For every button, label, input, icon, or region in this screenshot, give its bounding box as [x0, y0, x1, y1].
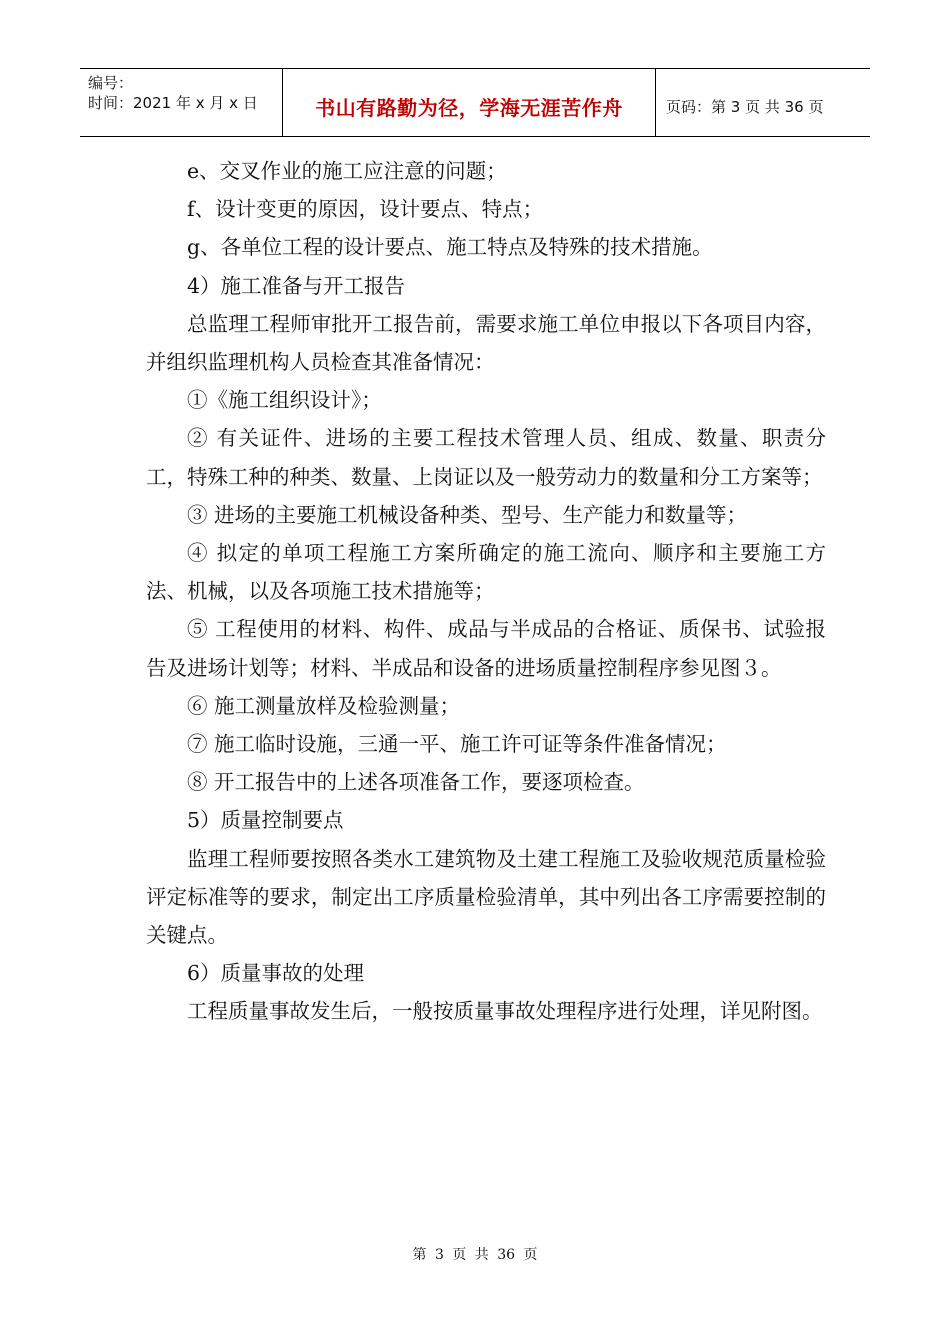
document-body	[146, 152, 826, 1031]
paragraph: f、设计变更的原因，设计要点、特点；	[187, 197, 544, 222]
paragraph: 监理工程师要按照各类水工建筑物及土建工程施工及验收规范质量检验评定标准等的要求，制定出工序质量检验清单，其中列出各工序需要控制的关键点。	[146, 846, 826, 948]
page-footer: 第 3 页 共 36 页	[412, 1247, 538, 1263]
list-item: ⑦ 施工临时设施，三通一平、施工许可证等条件准备情况；	[187, 732, 727, 757]
header-number-label: 编号：	[88, 74, 134, 92]
section-heading: 4）施工准备与开工报告	[187, 273, 406, 298]
list-item: ② 有关证件、进场的主要工程技术管理人员、组成、数量、职责分工，特殊工种的种类、数量、上岗证以及一般劳动力的数量和分工方案等；	[146, 426, 826, 489]
section-heading: 6）质量事故的处理	[187, 961, 365, 986]
list-item: ⑤ 工程使用的材料、构件、成品与半成品的合格证、质保书、试验报告及进场计划等；材料、半成品和设备的进场质量控制程序参见图３。	[146, 617, 826, 680]
header-page-info: 页码：第 3 页 共 36 页	[666, 98, 824, 116]
page-header	[80, 68, 870, 137]
paragraph: g、各单位工程的设计要点、施工特点及特殊的技术措施。	[187, 235, 713, 260]
paragraph: 总监理工程师审批开工报告前，需要求施工单位申报以下各项目内容，并组织监理机构人员检查其准备情况：	[146, 311, 826, 375]
paragraph: 工程质量事故发生后，一般按质量事故处理程序进行处理，详见附图。	[187, 999, 823, 1024]
list-item: ⑧ 开工报告中的上述各项准备工作，要逐项检查。	[187, 770, 645, 795]
section-heading: 5）质量控制要点	[187, 808, 344, 833]
header-meta	[80, 69, 283, 136]
list-item: ①《施工组织设计》；	[187, 388, 382, 413]
list-item: ⑥ 施工测量放样及检验测量；	[187, 693, 461, 718]
header-motto: 书山有路勤为径，学海无涯苦作舟	[283, 69, 656, 136]
list-item: ③ 进场的主要施工机械设备种类、型号、生产能力和数量等；	[187, 502, 748, 527]
paragraph: e、交叉作业的施工应注意的问题；	[187, 159, 507, 183]
list-item: ④ 拟定的单项工程施工方案所确定的施工流向、顺序和主要施工方法、机械，以及各项施工技术措施等；	[146, 541, 826, 604]
header-date-label: 时间：2021 年 x 月 x 日	[88, 94, 258, 112]
